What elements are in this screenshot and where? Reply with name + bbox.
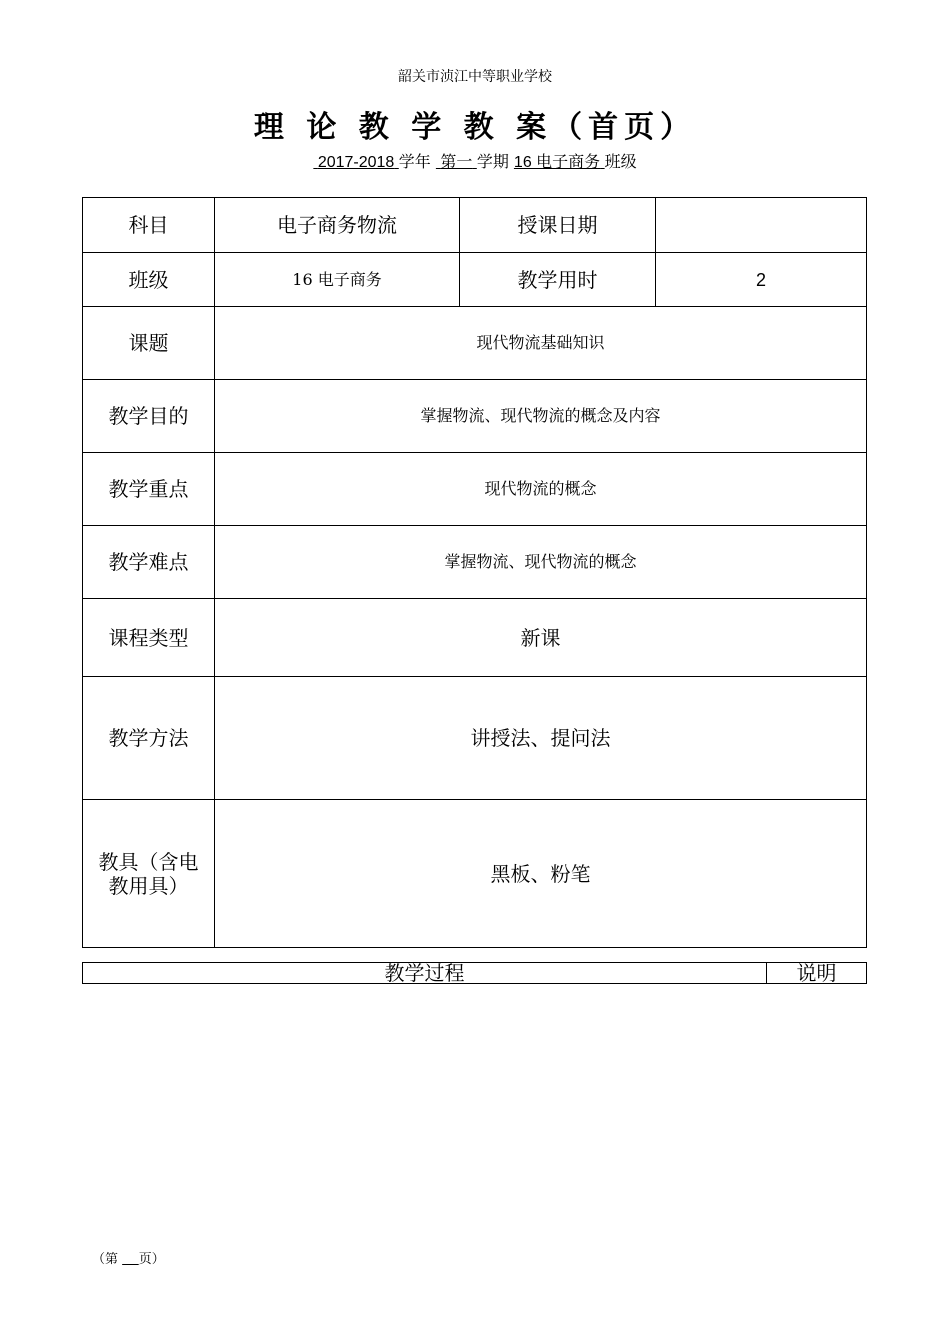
term-value: 第一 (440, 154, 473, 171)
table-row (83, 677, 867, 800)
tools-value[interactable]: 黑板、粉笔 (215, 800, 867, 948)
date-label: 授课日期 (460, 198, 656, 253)
table-row (83, 307, 867, 380)
table-row (83, 453, 867, 526)
type-value[interactable]: 新课 (215, 599, 867, 677)
objective-value[interactable]: 掌握物流、现代物流的概念及内容 (215, 380, 867, 453)
difficulty-value[interactable]: 掌握物流、现代物流的概念 (215, 526, 867, 599)
process-header-table (82, 962, 867, 984)
class-value[interactable]: 16 电子商务 (215, 253, 460, 307)
date-value[interactable] (656, 198, 867, 253)
type-label: 课程类型 (83, 599, 215, 677)
tools-label-line2: 教用具） (108, 873, 189, 898)
page-prefix: （第 (92, 1252, 119, 1267)
lesson-plan-table (82, 197, 867, 948)
objective-label: 教学目的 (83, 380, 215, 453)
class-suffix: 班级 (604, 152, 637, 171)
method-label: 教学方法 (83, 677, 215, 800)
hours-label: 教学用时 (460, 253, 656, 307)
tools-label (83, 800, 215, 948)
year-value: 2017-2018 (317, 154, 395, 171)
subject-value[interactable]: 电子商务物流 (215, 198, 460, 253)
table-row (83, 198, 867, 253)
table-row (83, 253, 867, 307)
note-label: 说明 (767, 963, 867, 984)
topic-label: 课题 (83, 307, 215, 380)
class-label: 班级 (83, 253, 215, 307)
term-blank (436, 154, 477, 171)
method-value[interactable]: 讲授法、提问法 (215, 677, 867, 800)
term-line (0, 149, 950, 172)
class-value: 16 电子商务 (513, 154, 601, 171)
table-row (83, 526, 867, 599)
table-row (83, 800, 867, 948)
focus-value[interactable]: 现代物流的概念 (215, 453, 867, 526)
topic-value[interactable]: 现代物流基础知识 (215, 307, 867, 380)
year-blank (313, 154, 398, 171)
page-blank[interactable] (122, 1252, 139, 1267)
table-row (83, 963, 867, 984)
page-title: 理 论 教 学 教 案（首页） (253, 110, 697, 145)
subject-label: 科目 (83, 198, 215, 253)
school-name: 韶关市浈江中等职业学校 (398, 69, 552, 85)
page-suffix: 页） (138, 1252, 165, 1267)
table-row (83, 599, 867, 677)
process-label: 教学过程 (83, 963, 767, 984)
table-row (83, 380, 867, 453)
tools-label-line1: 教具（含电 (98, 849, 199, 874)
focus-label: 教学重点 (83, 453, 215, 526)
difficulty-label: 教学难点 (83, 526, 215, 599)
term-suffix: 学期 (476, 152, 509, 171)
class-blank (514, 154, 605, 171)
page-number (92, 1248, 165, 1267)
hours-value[interactable]: 2 (656, 253, 867, 307)
year-suffix: 学年 (398, 152, 431, 171)
